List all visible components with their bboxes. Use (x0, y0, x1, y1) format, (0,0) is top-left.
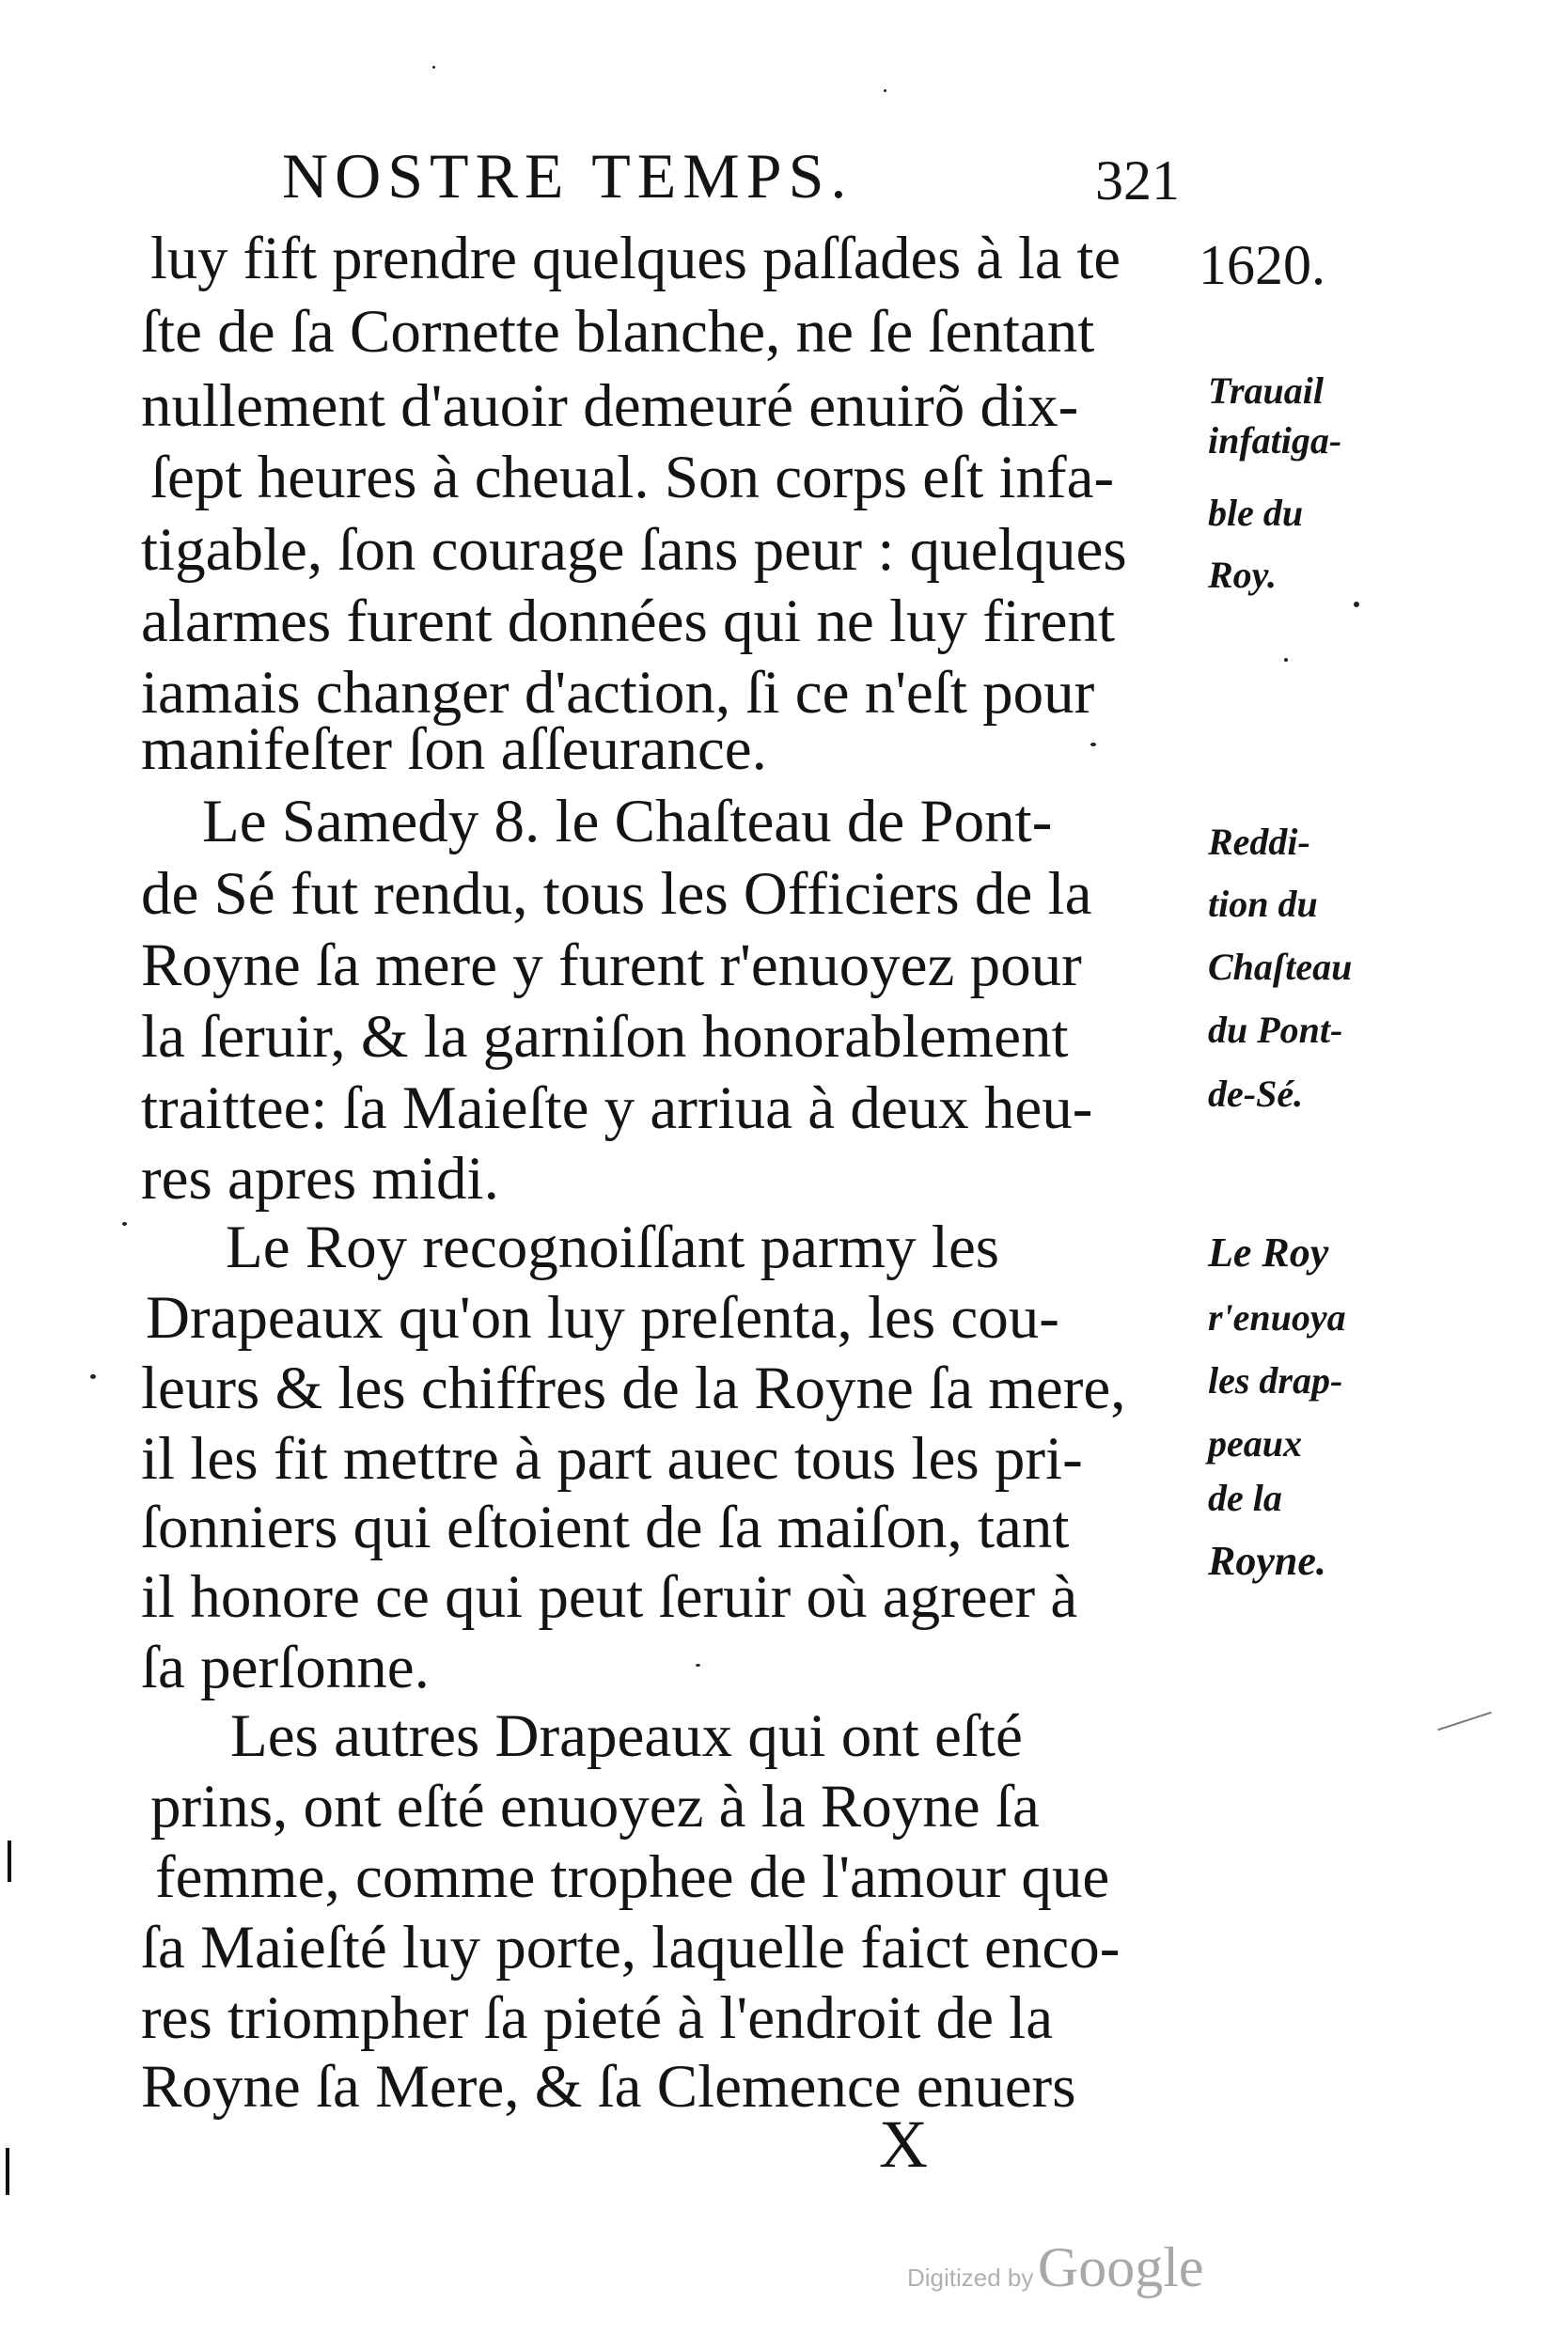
running-title: NOSTRE TEMPS. (282, 140, 854, 212)
body-line: de Sé fut rendu, tous les Officiers de la (141, 860, 1092, 928)
google-logo: Google (1037, 2236, 1204, 2298)
margin-note: Chaſteau (1208, 946, 1353, 988)
body-line: luy fift prendre quelques paſſades à la te (150, 225, 1121, 292)
margin-note: du Pont- (1208, 1009, 1343, 1051)
body-line: Le Roy recognoiſſant parmy les (226, 1214, 1000, 1281)
body-line: ſa Maieſté luy porte, laquelle faict enco- (141, 1914, 1121, 1982)
body-line: ſept heures à cheual. Son corps eſt infa- (150, 444, 1115, 511)
body-line: alarmes furent données qui ne luy firent (141, 588, 1116, 655)
margin-note: Le Roy (1208, 1230, 1329, 1276)
body-line: il les fit mettre à part auec tous les pri- (141, 1425, 1083, 1493)
body-line: manifeſter ſon aſſeurance. (141, 715, 767, 783)
watermark-prefix: Digitized by (907, 2264, 1034, 2292)
body-line: tigable, ſon courage ſans peur : quelques (141, 516, 1127, 584)
signature-mark: X (879, 2107, 928, 2182)
margin-note: de la (1208, 1477, 1282, 1519)
body-line: traittee: ſa Maieſte y arriua à deux heu- (141, 1074, 1093, 1142)
margin-note: Trauail (1208, 369, 1324, 412)
margin-note: ble du (1208, 492, 1304, 534)
scan-edge-mark (6, 2148, 9, 2195)
margin-note: infatiga- (1208, 419, 1342, 462)
body-line: ſte de ſa Cornette blanche, ne ſe ſentant (141, 298, 1095, 366)
margin-note: Royne. (1208, 1538, 1326, 1584)
body-line: femme, comme trophee de l'amour que (155, 1843, 1110, 1911)
page-number: 321 (1095, 149, 1180, 212)
margin-note: les drap- (1208, 1359, 1343, 1402)
body-line: leurs & les chiffres de la Royne ſa mere, (141, 1355, 1126, 1422)
year-marker: 1620. (1199, 234, 1325, 296)
body-line: Le Samedy 8. le Chaſteau de Pont- (202, 788, 1053, 855)
margin-note: Reddi- (1208, 821, 1310, 863)
margin-note: Roy. (1208, 554, 1277, 596)
body-line: res triompher ſa pieté à l'endroit de la (141, 1984, 1054, 2052)
scan-edge-mark (1437, 1712, 1492, 1731)
body-line: la ſeruir, & la garniſon honorablement (141, 1003, 1069, 1071)
margin-note: r'enuoya (1208, 1296, 1346, 1339)
body-line: Drapeaux qu'on luy preſenta, les cou- (146, 1284, 1059, 1352)
body-line: nullement d'auoir demeuré enuirõ dix- (141, 372, 1079, 440)
body-line: iamais changer d'action, ſi ce n'eſt pour (141, 659, 1095, 727)
body-line: prins, ont eſté enuoyez à la Royne ſa (150, 1773, 1040, 1841)
body-line: res apres midi. (141, 1145, 499, 1213)
body-line: il honore ce qui peut ſeruir où agreer à (141, 1563, 1078, 1631)
digitized-watermark (907, 2235, 1204, 2300)
margin-note: de-Sé. (1208, 1073, 1304, 1115)
body-line: Royne ſa Mere, & ſa Clemence enuers (141, 2053, 1076, 2121)
body-line: ſonniers qui eſtoient de ſa maiſon, tant (141, 1494, 1070, 1561)
scan-edge-mark (8, 1841, 11, 1882)
margin-note: peaux (1208, 1422, 1302, 1465)
margin-note: tion du (1208, 883, 1318, 925)
body-line: Royne ſa mere y furent r'enuoyez pour (141, 932, 1082, 999)
body-line: ſa perſonne. (141, 1634, 430, 1701)
body-line: Les autres Drapeaux qui ont eſté (230, 1702, 1023, 1770)
